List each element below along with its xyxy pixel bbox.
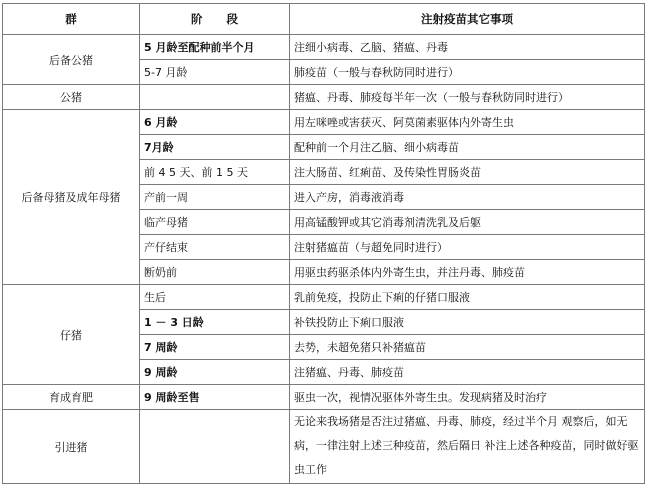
table-row [3, 285, 645, 310]
note-cell: 无论来我场猪是否注过猪瘟、丹毒、肺疫，经过半个月 观察后，如无病，一律注射上述三种疫苗，然后隔日 补注上述各种疫苗，同时做好驱虫工作 [290, 410, 645, 484]
note-cell: 驱虫一次，视情况驱体外寄生虫。发现病猪及时治疗 [290, 385, 645, 410]
table-row [3, 110, 645, 135]
vaccination-schedule-table [2, 3, 645, 484]
group-cell: 引进猪 [3, 410, 140, 484]
stage-cell: 7月龄 [140, 135, 290, 160]
group-cell: 仔猪 [3, 285, 140, 385]
note-cell: 进入产房，消毒液消毒 [290, 185, 645, 210]
stage-cell: 前 4 5 天、前 1 5 天 [140, 160, 290, 185]
stage-cell: 9 周龄 [140, 360, 290, 385]
stage-cell: 断奶前 [140, 260, 290, 285]
table-row [3, 35, 645, 60]
note-cell: 用高锰酸钾或其它消毒剂清洗乳及后躯 [290, 210, 645, 235]
note-cell: 注大肠苗、红痢苗、及传染性胃肠炎苗 [290, 160, 645, 185]
stage-cell: 5-7 月龄 [140, 60, 290, 85]
note-cell: 补铁投防止下痢口服液 [290, 310, 645, 335]
table-row [3, 385, 645, 410]
note-cell: 肺疫苗（一般与春秋防同时进行） [290, 60, 645, 85]
group-cell: 后备公猪 [3, 35, 140, 85]
stage-cell: 产前一周 [140, 185, 290, 210]
stage-cell: 9 周龄至售 [140, 385, 290, 410]
stage-cell: 临产母猪 [140, 210, 290, 235]
group-cell: 后备母猪及成年母猪 [3, 110, 140, 285]
header-note: 注射疫苗其它事项 [290, 4, 645, 35]
note-cell: 注射猪瘟苗（与超免同时进行） [290, 235, 645, 260]
note-cell: 注细小病毒、乙脑、猪瘟、丹毒 [290, 35, 645, 60]
header-row [3, 4, 645, 35]
stage-cell: 6 月龄 [140, 110, 290, 135]
table-row [3, 85, 645, 110]
note-cell: 用驱虫药驱杀体内外寄生虫，并注丹毒、肺疫苗 [290, 260, 645, 285]
stage-cell: 7 周龄 [140, 335, 290, 360]
note-cell: 乳前免疫，投防止下痢的仔猪口服液 [290, 285, 645, 310]
stage-cell: 生后 [140, 285, 290, 310]
stage-cell [140, 85, 290, 110]
group-cell: 育成育肥 [3, 385, 140, 410]
note-cell: 用左咪唑或害获灭、阿莫菌素驱体内外寄生虫 [290, 110, 645, 135]
stage-cell: 5 月龄至配种前半个月 [140, 35, 290, 60]
stage-cell [140, 410, 290, 484]
note-cell: 注猪瘟、丹毒、肺疫苗 [290, 360, 645, 385]
table-row [3, 410, 645, 484]
header-group: 群 [3, 4, 140, 35]
stage-cell: 1 － 3 日龄 [140, 310, 290, 335]
note-cell: 猪瘟、丹毒、肺疫每半年一次（一般与春秋防同时进行） [290, 85, 645, 110]
note-cell: 去势，未超免猪只补猪瘟苗 [290, 335, 645, 360]
stage-cell: 产仔结束 [140, 235, 290, 260]
note-cell: 配种前一个月注乙脑、细小病毒苗 [290, 135, 645, 160]
group-cell: 公猪 [3, 85, 140, 110]
header-stage: 阶 段 [140, 4, 290, 35]
